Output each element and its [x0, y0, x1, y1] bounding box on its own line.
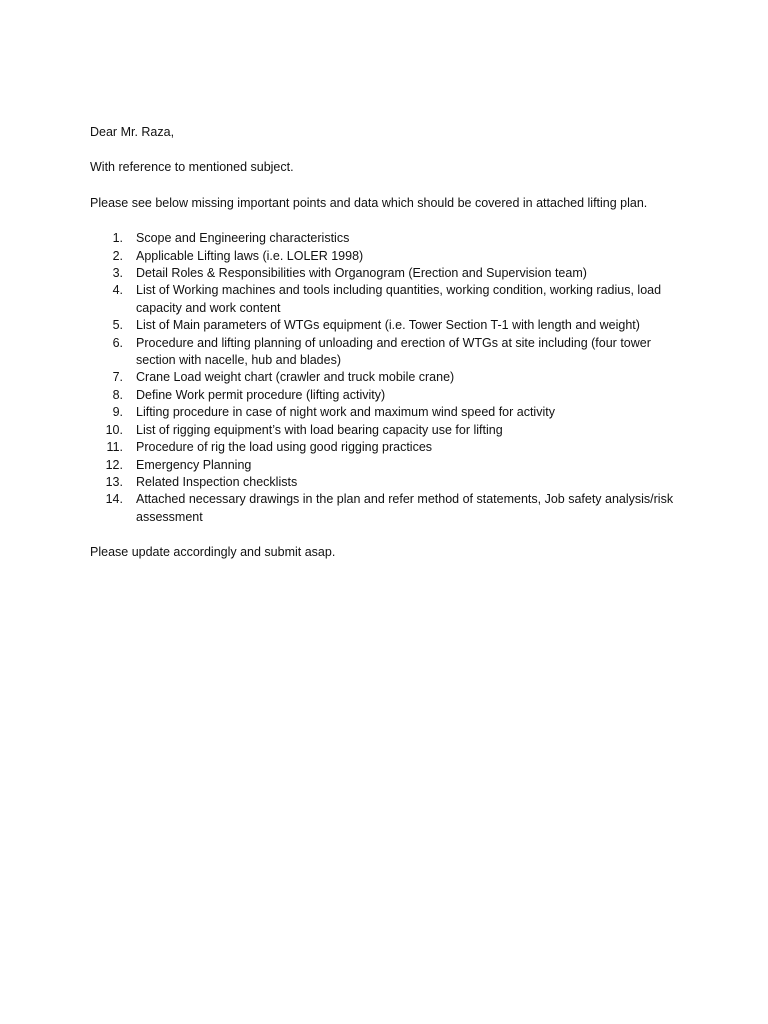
list-item [90, 387, 690, 404]
letter-body [90, 124, 690, 580]
list-number: 12. [105, 457, 123, 472]
list-number: 13. [105, 474, 123, 489]
list-text: Attached necessary drawings in the plan and refer method of statements, Job safety analysis/risk assessment [136, 492, 674, 524]
list-number: 11. [106, 440, 123, 455]
list-item [90, 491, 690, 526]
list-item [90, 422, 690, 439]
list-number: 2. [112, 248, 123, 263]
list-text: Applicable Lifting laws (i.e. LOLER 1998) [136, 248, 364, 263]
list-text: Lifting procedure in case of night work and maximum wind speed for activity [136, 405, 555, 420]
list-text: Detail Roles & Responsibilities with Organogram (Erection and Supervision team) [136, 266, 587, 281]
list-item [90, 457, 690, 474]
list-text: Procedure and lifting planning of unloading and erection of WTGs at site including (four tower section with nacelle, hub and blades) [136, 335, 651, 368]
list-text: Crane Load weight chart (crawler and truck mobile crane) [136, 370, 455, 385]
list-text: List of rigging equipment’s with load bearing capacity use for lifting [136, 422, 503, 437]
list-item [90, 335, 690, 370]
list-item [90, 439, 690, 456]
list-text: List of Working machines and tools including quantities, working condition, working radius, load capacity and work content [136, 283, 662, 315]
list-number: 7. [112, 370, 123, 385]
list-number: 4. [112, 283, 123, 298]
list-item [90, 474, 690, 491]
list-number: 8. [112, 387, 123, 402]
list-item [90, 248, 690, 265]
list-text: Scope and Engineering characteristics [136, 231, 350, 246]
list-text: Related Inspection checklists [136, 474, 298, 489]
list-item [90, 265, 690, 282]
list-item [90, 317, 690, 334]
list-number: 3. [112, 266, 123, 281]
list-number: 9. [112, 405, 123, 420]
list-text: Define Work permit procedure (lifting activity) [136, 387, 386, 402]
list-item [90, 282, 690, 317]
missing-points-list [90, 230, 690, 526]
list-number: 14. [105, 492, 123, 507]
list-item [90, 404, 690, 421]
list-text: List of Main parameters of WTGs equipment (i.e. Tower Section T-1 with length and weight) [136, 318, 640, 333]
list-text: Procedure of rig the load using good rigging practices [136, 440, 433, 455]
list-number: 10. [105, 422, 123, 437]
greeting: Dear Mr. Raza, [90, 125, 175, 139]
closing-line: Please update accordingly and submit asap. [90, 545, 336, 560]
list-text: Emergency Planning [136, 457, 252, 472]
list-item [90, 369, 690, 386]
list-number: 1. [112, 231, 123, 246]
reference-line: With reference to mentioned subject. [90, 160, 294, 175]
list-number: 5. [112, 318, 123, 333]
intro-paragraph: Please see below missing important points and data which should be covered in attached lifting plan. [90, 195, 648, 210]
list-number: 6. [112, 335, 123, 350]
list-item [90, 230, 690, 247]
